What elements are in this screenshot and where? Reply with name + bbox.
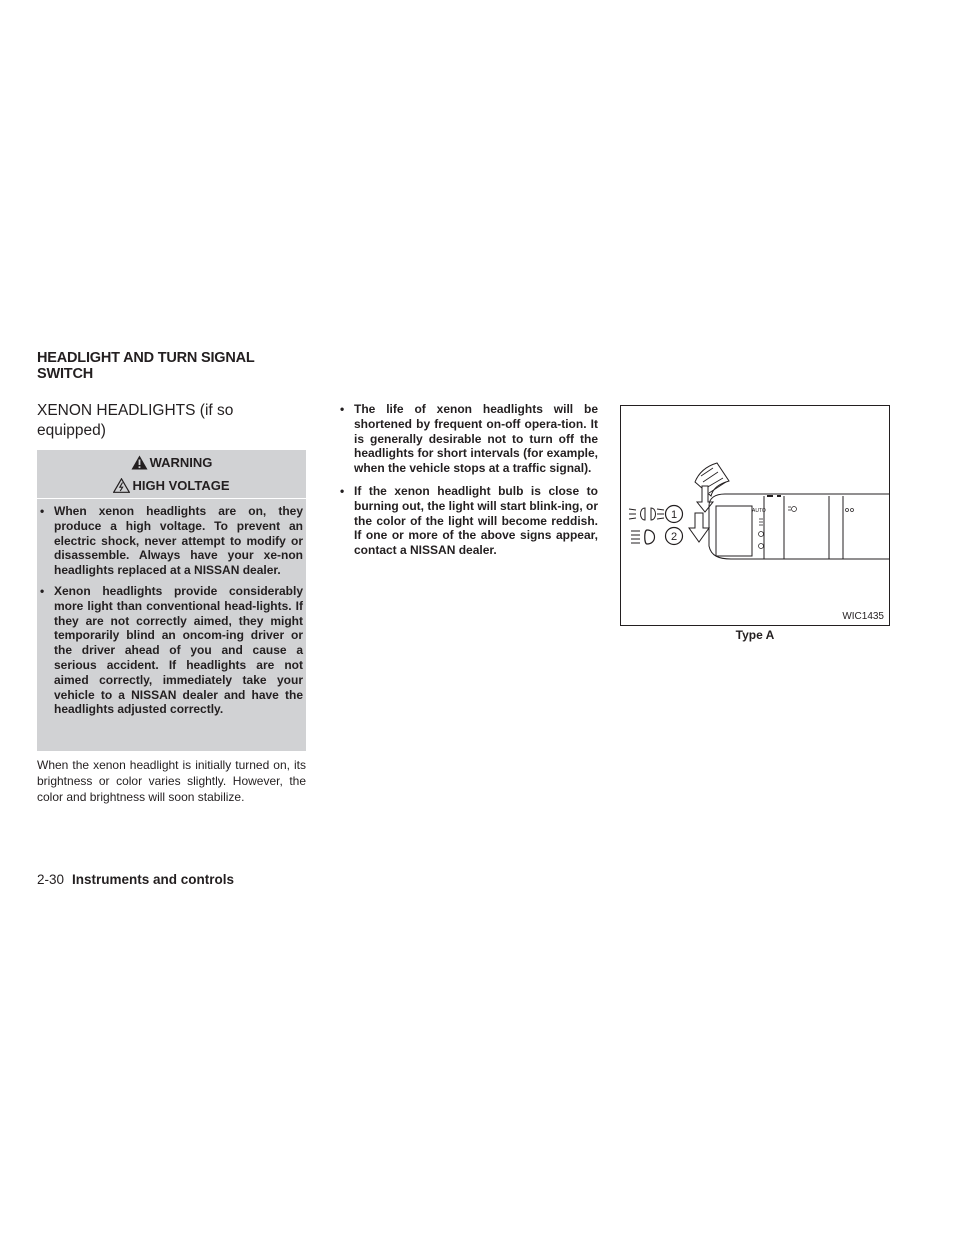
section-title: HEADLIGHT AND TURN SIGNAL SWITCH [37, 350, 255, 382]
figure-caption: Type A [735, 628, 775, 642]
marker-2: 2 [670, 531, 678, 543]
body-paragraph: When the xenon headlight is initially turned on, its brightness or color varies slightly. However, the color and brightness will soon stabilize. [37, 758, 306, 804]
high-voltage-row [37, 478, 306, 494]
bullet-icon: • [340, 483, 345, 498]
headlight-switch-illustration [621, 406, 889, 625]
figure-code: WIC1435 [842, 611, 884, 622]
warning-item-text: When xenon headlights are on, they produce a high voltage. To prevent an electric shock, never attempt to modify or disassemble. Always have your xe-non headlights replaced at a NISSAN dealer. [54, 504, 303, 578]
note-item [337, 484, 598, 558]
note-item-text: If the xenon headlight bulb is close to burning out, the light will start blink-ing, or the color of the light will become reddish. If one or more of the above signs appear, contact a NISSAN dealer. [354, 483, 598, 558]
bullet-icon: • [40, 583, 45, 598]
warning-box [37, 450, 306, 751]
warning-icon [131, 455, 148, 470]
page-footer [37, 871, 234, 888]
note-item [337, 402, 598, 476]
warning-header [37, 450, 306, 499]
notes-list [337, 402, 598, 566]
page-number: 2-30 [37, 872, 65, 887]
warning-label: WARNING [149, 455, 213, 470]
bullet-icon: • [340, 402, 345, 416]
subsection-title: XENON HEADLIGHTS (if so equipped) [37, 402, 234, 439]
high-voltage-label: HIGH VOLTAGE [132, 478, 230, 493]
bullet-icon: • [40, 504, 45, 518]
warning-item [37, 584, 306, 717]
high-voltage-icon [113, 478, 130, 493]
warning-list [37, 504, 306, 723]
warning-item-text: Xenon headlights provide considerably more light than conventional head-lights. If they are not correctly aimed, they might temporarily blind an oncom-ing driver or the driver ahead of you and cause a serious accident. If headlights are not aimed correctly, immediately take your vehicle to a NISSAN dealer and have the headlights adjusted correctly. [54, 583, 303, 717]
note-item-text: The life of xenon headlights will be shortened by frequent on-off opera-tion. It is generally desirable not to turn off the headlights for short intervals (for example, when the vehicle stops at a traffic signal). [354, 402, 598, 476]
marker-1: 1 [670, 509, 678, 521]
footer-section: Instruments and controls [72, 872, 235, 887]
warning-item [37, 504, 306, 578]
warning-title-row [37, 455, 306, 471]
figure-headlight-switch [620, 405, 890, 626]
auto-label: AUTO [752, 508, 766, 514]
